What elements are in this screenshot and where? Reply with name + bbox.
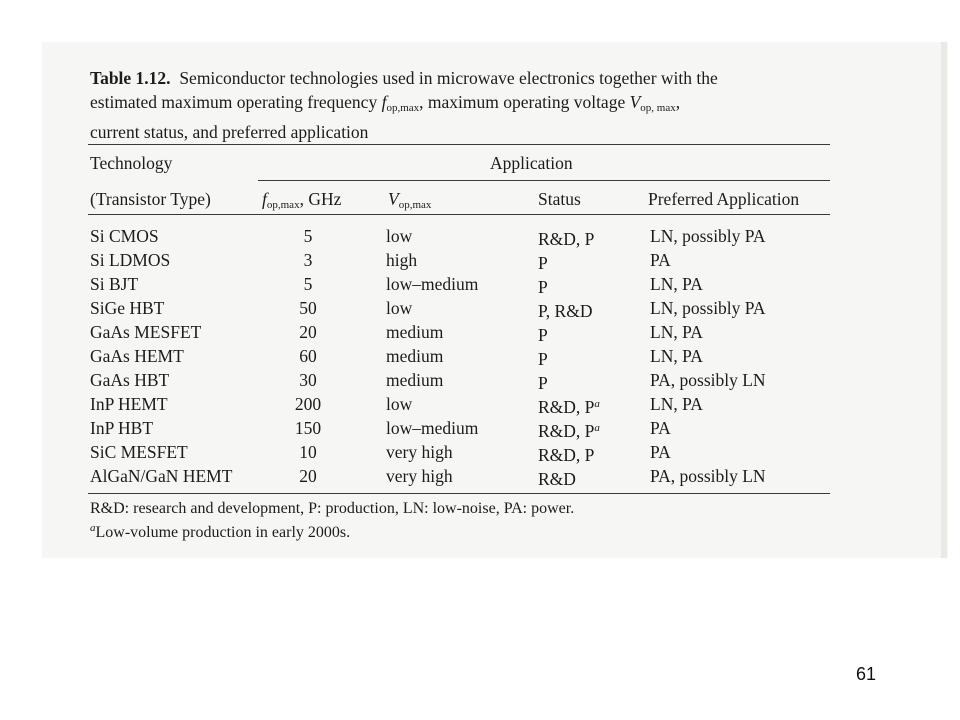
cell-fmax: 20 — [299, 466, 317, 486]
cell-status — [538, 273, 548, 298]
cell-vmax: low — [386, 298, 413, 318]
footnote-a-text: Low-volume production in early 2000s. — [95, 524, 351, 541]
cell-application: LN, PA — [650, 346, 703, 366]
header-status: Status — [538, 189, 581, 209]
cell-technology: GaAs MESFET — [90, 322, 202, 342]
cell-fmax: 50 — [299, 298, 317, 318]
header-technology: Technology — [90, 153, 173, 173]
cell-status — [538, 369, 548, 394]
cell-technology: SiGe HBT — [90, 298, 165, 318]
header-rule — [88, 214, 830, 215]
cell-fmax: 5 — [303, 274, 313, 294]
header-v-sub: op,max — [398, 199, 432, 211]
cell-application: PA — [650, 250, 671, 270]
cell-status-text: P — [538, 373, 548, 393]
caption-text-3: , maximum operating voltage — [419, 92, 626, 112]
cell-status-text: R&D, P — [538, 445, 595, 465]
cell-application: PA, possibly LN — [650, 370, 766, 390]
cell-application: PA — [650, 418, 671, 438]
header-vmax — [388, 188, 431, 216]
cell-fmax: 20 — [299, 322, 317, 342]
header-preferred-application: Preferred Application — [648, 189, 800, 209]
cell-vmax: medium — [386, 322, 444, 342]
header-v-symbol: V — [388, 189, 399, 209]
cell-technology: SiC MESFET — [90, 442, 188, 462]
caption-text-5: current status, and preferred application — [90, 122, 369, 142]
caption-text-4: , — [675, 92, 681, 112]
cell-technology: Si CMOS — [90, 226, 159, 246]
cell-status-text: P — [538, 253, 548, 273]
cell-fmax: 3 — [303, 250, 313, 270]
cell-vmax: low — [386, 394, 413, 414]
caption-f-symbol: f — [381, 92, 387, 112]
table-bottom-rule — [88, 493, 830, 494]
header-transistor-type: (Transistor Type) — [90, 189, 211, 209]
cell-status-text: R&D, P — [538, 421, 595, 441]
cell-vmax: high — [386, 250, 418, 270]
cell-fmax: 10 — [299, 442, 317, 462]
cell-technology: GaAs HEMT — [90, 346, 184, 366]
cell-status-footnote: a — [594, 422, 600, 434]
cell-status — [538, 345, 548, 370]
caption-v-symbol: V — [629, 92, 641, 112]
cell-application: LN, PA — [650, 274, 703, 294]
cell-fmax: 200 — [294, 394, 322, 414]
cell-status-text: P, R&D — [538, 301, 593, 321]
caption-line-2 — [90, 90, 830, 120]
cell-vmax: medium — [386, 370, 444, 390]
cell-application: LN, PA — [650, 322, 703, 342]
caption-text-2: estimated maximum operating frequency — [90, 92, 378, 112]
header-f-symbol: f — [262, 189, 267, 209]
caption-line-1 — [90, 66, 830, 90]
cell-status-text: R&D, P — [538, 229, 595, 249]
cell-application: PA — [650, 442, 671, 462]
header-fmax — [262, 188, 341, 216]
cell-fmax: 60 — [299, 346, 317, 366]
cell-status — [538, 249, 548, 274]
footnote-abbreviations: R&D: research and development, P: production, LN: low-noise, PA: power. — [90, 500, 575, 517]
cell-status-text: R&D, P — [538, 397, 595, 417]
cell-status-text: P — [538, 349, 548, 369]
header-application: Application — [490, 153, 573, 173]
cell-status — [538, 465, 576, 490]
cell-technology: GaAs HBT — [90, 370, 170, 390]
cell-vmax: medium — [386, 346, 444, 366]
caption-f-sub: op,max — [386, 102, 420, 114]
cell-application: LN, possibly PA — [650, 226, 766, 246]
caption-text-1: Semiconductor technologies used in microwave electronics together with the — [179, 68, 718, 88]
cell-status-text: P — [538, 325, 548, 345]
header-f-sub: op,max — [266, 199, 300, 211]
cell-status — [538, 393, 600, 418]
page-number: 61 — [856, 664, 877, 684]
cell-status — [538, 417, 600, 442]
cell-fmax: 5 — [303, 226, 313, 246]
cell-technology: InP HBT — [90, 418, 154, 438]
table-label: Table 1.12. — [90, 68, 171, 88]
cell-vmax: very high — [386, 466, 453, 486]
footnote-a-marker: a — [90, 522, 96, 534]
cell-application: LN, PA — [650, 394, 703, 414]
cell-status-text: R&D — [538, 469, 576, 489]
caption-v-sub: op, max — [640, 102, 676, 114]
cell-status — [538, 225, 594, 250]
cell-application: LN, possibly PA — [650, 298, 766, 318]
caption-line-3 — [90, 120, 830, 144]
header-f-unit: , GHz — [299, 189, 342, 209]
cell-fmax: 30 — [299, 370, 317, 390]
application-span-rule — [258, 180, 830, 181]
table-caption — [90, 66, 830, 144]
cell-fmax: 150 — [294, 418, 322, 438]
footnote-a — [90, 522, 350, 542]
table-top-rule — [88, 144, 830, 145]
cell-technology: InP HEMT — [90, 394, 168, 414]
cell-vmax: low–medium — [386, 418, 479, 438]
cell-vmax: low — [386, 226, 413, 246]
cell-status — [538, 441, 594, 466]
cell-technology: Si BJT — [90, 274, 139, 294]
cell-status-text: P — [538, 277, 548, 297]
cell-vmax: low–medium — [386, 274, 479, 294]
cell-status — [538, 321, 548, 346]
cell-vmax: very high — [386, 442, 453, 462]
cell-application: PA, possibly LN — [650, 466, 766, 486]
scan-edge — [941, 42, 947, 558]
cell-technology: AlGaN/GaN HEMT — [90, 466, 233, 486]
cell-status-footnote: a — [594, 398, 600, 410]
cell-status — [538, 297, 592, 322]
cell-technology: Si LDMOS — [90, 250, 171, 270]
